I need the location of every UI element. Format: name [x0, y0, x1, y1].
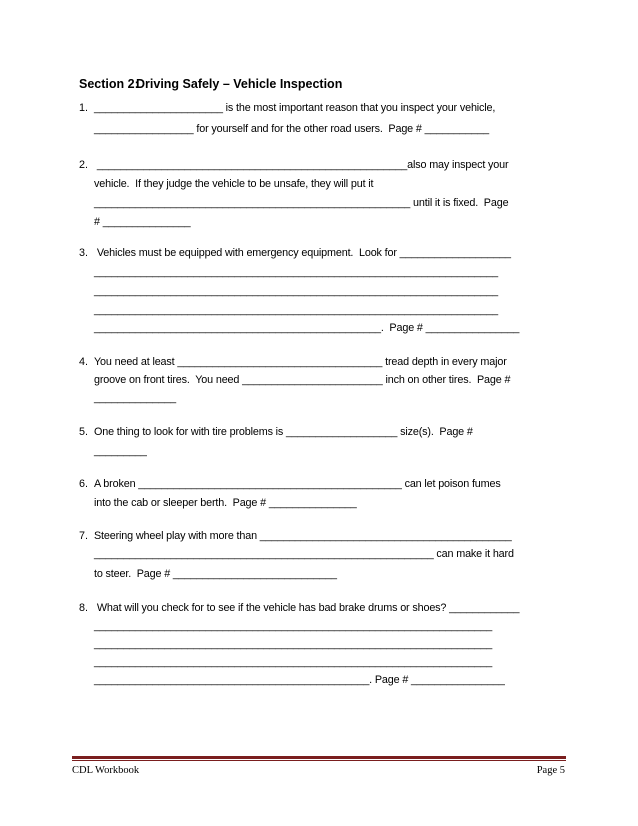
question-2-line-2: vehicle. If they judge the vehicle to be unsafe, they will put it: [94, 178, 374, 190]
question-2-line-1: _____________________________________________________also may inspect your: [94, 159, 509, 171]
question-8-line-3: ____________________________________________________________________: [94, 638, 493, 650]
question-8-line-2: ____________________________________________________________________: [94, 620, 493, 632]
question-3-line-4: _____________________________________________________________________: [94, 304, 498, 316]
footer-workbook-title: CDL Workbook: [72, 765, 140, 776]
question-8-line-4: ____________________________________________________________________: [94, 656, 493, 668]
section-number: Section 2:: [79, 77, 139, 91]
question-2-line-4: # _______________: [94, 216, 191, 228]
question-6-number: 6.: [79, 478, 89, 490]
footer-rule-thin: [72, 760, 566, 761]
question-2-line-3: ______________________________________________________ until it is fixed. Page: [94, 197, 509, 209]
question-6-line-2: into the cab or sleeper berth. Page # _______________: [94, 497, 357, 509]
question-1-number: 1.: [79, 102, 89, 114]
question-7-line-3: to steer. Page # ____________________________: [94, 568, 337, 580]
question-1-line-1: ______________________ is the most important reason that you inspect your vehicle,: [94, 102, 496, 114]
question-1-line-2: _________________ for yourself and for the other road users. Page # ___________: [94, 123, 489, 135]
footer-rule-thick: [72, 756, 566, 759]
question-5-number: 5.: [79, 426, 89, 438]
question-3-line-5: _________________________________________________. Page # ________________: [94, 322, 520, 334]
question-8-line-5: _______________________________________________. Page # ________________: [94, 674, 505, 686]
question-7-number: 7.: [79, 530, 89, 542]
question-6-line-1: A broken _____________________________________________ can let poison fumes: [94, 478, 501, 490]
question-3-number: 3.: [79, 247, 89, 259]
question-2-number: 2.: [79, 159, 89, 171]
question-8-line-1: What will you check for to see if the vehicle has bad brake drums or shoes? ____________: [94, 602, 520, 614]
question-3-line-2: _____________________________________________________________________: [94, 266, 498, 278]
question-7-line-2: __________________________________________________________ can make it hard: [94, 548, 514, 560]
question-4-line-3: ______________: [94, 392, 176, 404]
section-heading: [79, 77, 342, 91]
question-3-line-3: _____________________________________________________________________: [94, 285, 498, 297]
footer-page-number: Page 5: [536, 765, 565, 776]
question-5-line-2: _________: [94, 445, 147, 457]
question-4-number: 4.: [79, 356, 89, 368]
question-4-line-2: groove on front tires. You need ________________________ inch on other tires. Page #: [94, 374, 511, 386]
question-7-line-1: Steering wheel play with more than ___________________________________________: [94, 530, 512, 542]
section-title: Driving Safely – Vehicle Inspection: [136, 77, 343, 91]
question-5-line-1: One thing to look for with tire problems is ___________________ size(s). Page #: [94, 426, 473, 438]
question-8-number: 8.: [79, 602, 89, 614]
question-3-line-1: Vehicles must be equipped with emergency equipment. Look for ___________________: [94, 247, 511, 259]
question-4-line-1: You need at least ___________________________________ tread depth in every major: [94, 356, 507, 368]
